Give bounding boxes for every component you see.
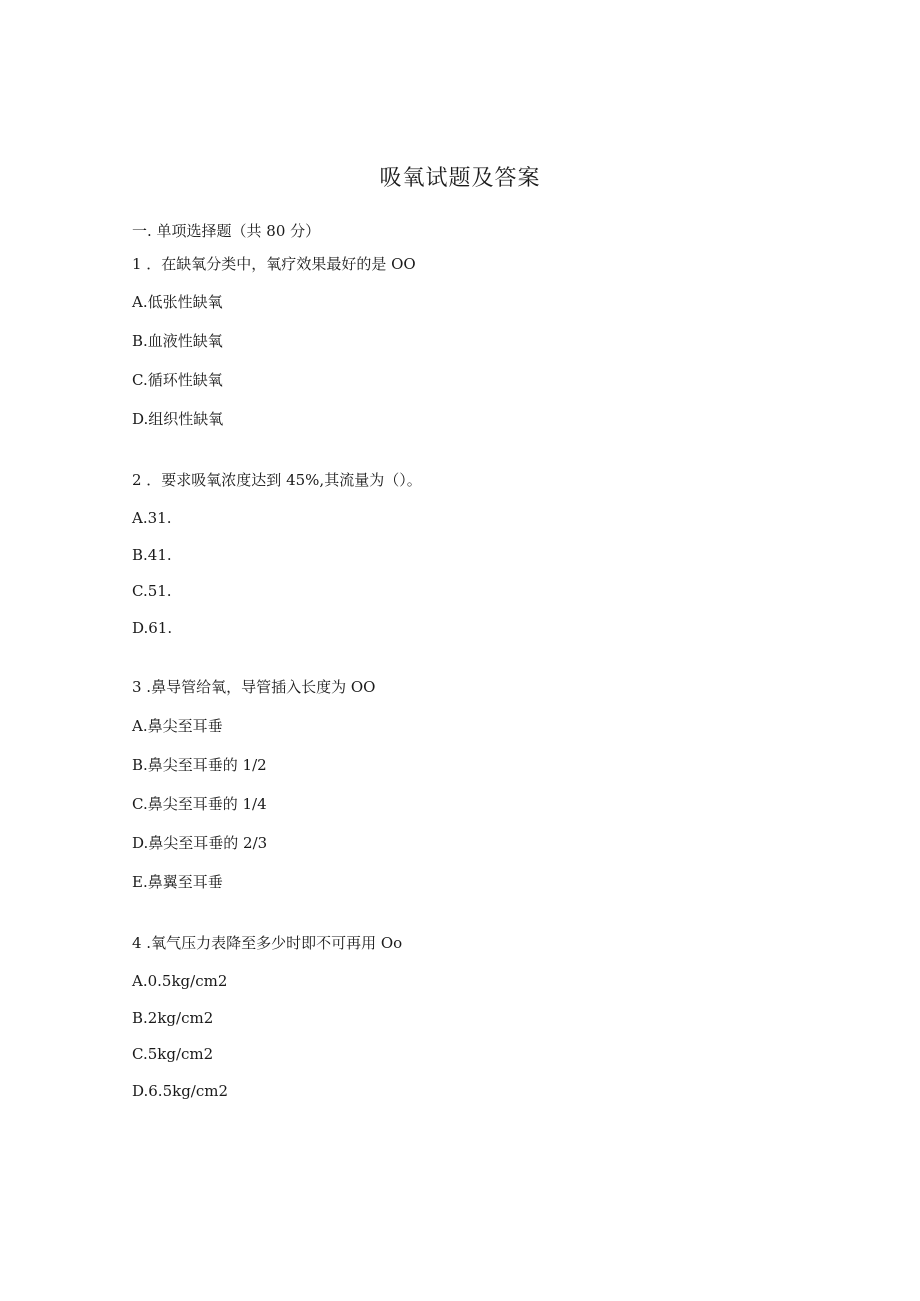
question-4-option-b: B.2kg∕cm2 [132, 1009, 214, 1027]
question-4-option-c: C.5kg∕cm2 [132, 1045, 214, 1063]
question-4-option-d: D.6.5kg∕cm2 [132, 1082, 229, 1100]
question-3-option-b: B.鼻尖至耳垂的 1/2 [132, 756, 267, 774]
question-2-option-d: D.61. [132, 619, 173, 637]
question-3-text: 3 .鼻导管给氧，导管插入长度为 OO [132, 678, 376, 696]
question-2-option-b: B.41. [132, 546, 172, 564]
question-3-option-c: C.鼻尖至耳垂的 1/4 [132, 795, 267, 813]
question-1-option-c: C.循环性缺氧 [132, 371, 223, 389]
question-1-text: 1 ．在缺氧分类中，氧疗效果最好的是 OO [132, 255, 416, 273]
question-2-text: 2 ．要求吸氧浓度达到 45%,其流量为（）。 [132, 471, 422, 489]
question-4-option-a: A.0.5kg∕cm2 [132, 972, 228, 990]
question-3-option-d: D.鼻尖至耳垂的 2/3 [132, 834, 268, 852]
document-title: 吸氧试题及答案 [379, 166, 541, 191]
question-4-text: 4 .氧气压力表降至多少时即不可再用 Oo [132, 934, 403, 952]
section-heading: 一. 单项选择题（共 80 分） [132, 222, 321, 240]
question-3-option-a: A.鼻尖至耳垂 [132, 717, 223, 735]
question-1-option-d: D.组织性缺氧 [132, 410, 224, 428]
question-1-option-a: A.低张性缺氧 [132, 293, 223, 311]
question-1-option-b: B.血液性缺氧 [132, 332, 223, 350]
question-2-option-c: C.51. [132, 582, 172, 600]
question-3-option-e: E.鼻翼至耳垂 [132, 873, 223, 891]
question-2-option-a: A.31. [132, 509, 172, 527]
